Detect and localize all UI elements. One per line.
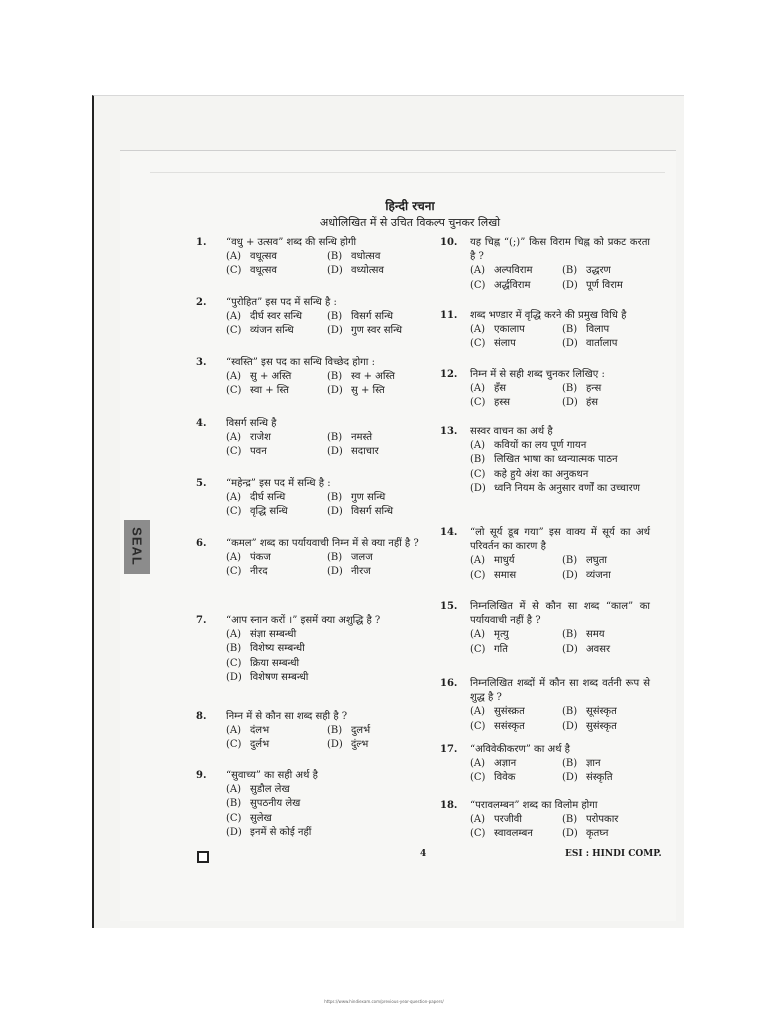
option-text: स्वावलम्बन [494,828,533,840]
question-number: 8. [196,711,207,722]
option-c [470,643,558,657]
question-number: 1. [196,237,207,248]
option-letter: (B) [327,725,343,737]
option-a [226,310,323,324]
instructions: अधोलिखित में से उचित विकल्प चुनकर लिखो [319,216,501,229]
question-number: 9. [196,770,207,781]
page-number: 4 [420,849,427,859]
option-d [562,396,650,410]
options-list [470,554,650,582]
option-c [470,468,650,482]
page-title: हिन्दी रचना [385,199,435,213]
option-c [470,279,558,293]
option-a [226,551,323,565]
option-text: दुर्लभ [250,739,270,751]
option-letter: (A) [470,629,486,641]
option-letter: (C) [470,468,486,480]
option-d [562,279,650,293]
option-text: विशेष्य सम्बन्धी [250,643,305,655]
option-d [562,337,650,351]
question-5 [196,477,424,520]
option-text: विलाप [586,324,610,336]
option-letter: (D) [562,569,578,581]
option-c [226,264,323,278]
options-list [226,491,424,519]
option-letter: (C) [226,446,242,458]
option-text: इनमें से कोई नहीं [250,826,312,838]
option-letter: (C) [470,828,486,840]
option-letter: (B) [327,371,343,383]
option-a [226,250,323,264]
option-text: ससंस्कृत [494,720,525,732]
option-letter: (C) [226,566,242,578]
question-10 [440,236,650,293]
option-text: अल्पविराम [494,265,533,277]
option-text: पवन [250,446,267,458]
option-letter: (D) [562,397,578,409]
option-text: सुसंस्क्रत [494,706,525,718]
options-list [226,250,424,278]
option-letter: (C) [470,397,486,409]
question-number: 10. [440,237,458,248]
options-list [226,370,424,398]
option-letter: (B) [327,311,343,323]
option-b [226,797,424,811]
options-list [470,264,650,292]
option-letter: (D) [562,279,578,291]
option-letter: (B) [562,814,578,826]
option-letter: (C) [470,772,486,784]
option-letter: (B) [327,492,343,504]
option-d [562,643,650,657]
question-9 [196,769,424,840]
option-letter: (C) [470,279,486,291]
option-letter: (A) [226,552,242,564]
option-letter: (A) [226,784,242,796]
option-letter: (B) [226,798,242,810]
option-letter: (B) [327,552,343,564]
option-letter: (A) [226,251,242,263]
option-text: व्यंजन सन्धि [250,325,294,337]
option-letter: (D) [562,338,578,350]
option-letter: (C) [226,325,242,337]
question-number: 12. [440,369,458,380]
option-letter: (A) [226,371,242,383]
question-text: शब्द भण्डार में वृद्धि करने की प्रमुख विधि है [470,310,627,321]
question-text: “पुरोहित” इस पद में सन्धि है : [226,297,337,308]
option-text: परजीवी [494,814,522,826]
option-text: नीरद [250,566,268,578]
option-text: गुण स्वर सन्धि [351,325,403,337]
options-list [470,705,650,733]
option-letter: (B) [562,265,578,277]
question-number: 7. [196,615,207,626]
option-letter: (D) [327,446,343,458]
option-text: समास [494,569,517,581]
options-list [226,724,424,752]
question-1 [196,236,424,279]
option-letter: (B) [562,383,578,395]
option-b [562,323,650,337]
option-letter: (D) [562,828,578,840]
option-text: अज्ञान [494,758,517,770]
question-number: 14. [440,527,458,538]
option-c [226,738,323,752]
option-d [327,384,424,398]
option-text: दीर्घ स्वर सन्धि [250,311,302,323]
option-letter: (D) [327,385,343,397]
option-letter: (B) [470,454,486,466]
option-text: हन्स [586,383,602,395]
option-letter: (B) [562,555,578,567]
option-letter: (D) [562,643,578,655]
option-d [562,569,650,583]
question-text: निम्नलिखित शब्दों में कौन सा शब्द वर्तनी रूप से शुद्ध है ? [470,678,650,704]
option-a [226,783,424,797]
options-list [470,757,650,785]
option-b [327,370,424,384]
question-2 [196,296,424,339]
option-text: सदाचार [351,446,379,458]
option-text: कृतघ्न [586,828,609,840]
option-letter: (D) [226,826,242,838]
option-c [226,565,323,579]
option-letter: (C) [470,720,486,732]
option-c [226,812,424,826]
option-letter: (A) [226,432,242,444]
option-b [327,551,424,565]
option-letter: (D) [327,265,343,277]
option-text: वार्तालाप [586,338,618,350]
question-12 [440,368,650,411]
option-text: ज्ञान [586,758,601,770]
question-number: 13. [440,426,458,437]
option-b [562,554,650,568]
option-letter: (B) [562,629,578,641]
question-number: 2. [196,297,207,308]
option-text: समय [586,629,605,641]
option-text: उद्धरण [586,265,611,277]
question-3 [196,356,424,399]
option-a [470,439,650,453]
question-text: सस्वर वाचन का अर्थ है [470,426,553,437]
option-text: परोपकार [586,814,619,826]
option-text: ध्वनि नियम के अनुसार वर्णों का उच्चारण [494,482,640,494]
option-text: वधूत्सव [250,251,277,263]
options-list [470,628,650,656]
option-letter: (C) [470,338,486,350]
option-text: राजेश [250,432,271,444]
option-text: नीरज [351,566,371,578]
option-text: वधोत्सव [351,251,381,263]
options-list [226,628,424,685]
option-text: व्यंजना [586,569,611,581]
option-c [470,337,558,351]
option-text: अवसर [586,643,611,655]
option-letter: (B) [327,251,343,263]
option-b [327,724,424,738]
option-c [226,445,323,459]
option-b [327,431,424,445]
option-text: स्व + अस्ति [351,371,396,383]
option-a [470,757,558,771]
option-text: विसर्ग सन्धि [351,506,393,518]
option-letter: (D) [327,566,343,578]
option-letter: (D) [327,325,343,337]
option-b [562,705,650,719]
question-text: “परावलम्बन” शब्द का विलोम होगा [470,800,598,811]
option-text: जलज [351,552,373,564]
option-text: विवेक [494,772,516,784]
option-b [327,310,424,324]
question-text: “अविवेकीकरण” का अर्थ है [470,744,570,755]
question-18 [440,799,650,842]
option-text: मृत्यु [494,629,509,641]
option-a [226,431,323,445]
question-text: विसर्ग सन्धि है [226,418,277,429]
option-b [562,382,650,396]
option-letter: (C) [226,506,242,518]
option-text: संलाप [494,338,516,350]
option-d [327,565,424,579]
option-letter: (A) [226,311,242,323]
option-b [562,813,650,827]
options-list [470,323,650,351]
option-letter: (B) [562,706,578,718]
option-d [226,671,424,685]
option-text: विसर्ग सन्धि [351,311,393,323]
option-letter: (C) [226,657,242,669]
question-text: “लो सूर्य डूब गया” इस वाक्य में सूर्य का अर्थ परिवर्तन का कारण है [470,527,650,553]
question-number: 3. [196,357,207,368]
question-14 [440,526,650,583]
option-a [470,382,558,396]
question-number: 17. [440,744,458,755]
option-text: स्वा + स्ति [250,385,289,397]
option-c [226,384,323,398]
option-letter: (C) [470,569,486,581]
options-list [470,382,650,410]
option-letter: (D) [226,671,242,683]
option-a [470,554,558,568]
option-text: विशेषण सम्बन्धी [250,671,309,683]
option-c [226,324,323,338]
option-d [562,771,650,785]
option-b [562,757,650,771]
option-letter: (D) [327,739,343,751]
option-text: पंकज [250,552,271,564]
option-letter: (D) [562,720,578,732]
option-text: वध्योत्सव [351,265,384,277]
option-letter: (A) [470,555,486,567]
question-17 [440,743,650,786]
option-text: संस्कृति [586,772,613,784]
option-b [226,642,424,656]
option-c [470,396,558,410]
option-text: सुलेख [250,812,272,824]
option-d [327,264,424,278]
question-number: 18. [440,800,458,811]
question-number: 6. [196,538,207,549]
option-a [226,628,424,642]
option-letter: (C) [470,643,486,655]
option-letter: (D) [327,506,343,518]
option-a [470,813,558,827]
option-text: सु + स्ति [351,385,385,397]
option-text: सूसंस्कृत [586,706,617,718]
option-c [470,771,558,785]
option-c [470,720,558,734]
option-letter: (A) [226,629,242,641]
paper-code: ESI : HINDI COMP. [565,849,662,859]
option-d [562,720,650,734]
option-a [226,491,323,505]
option-d [470,482,650,496]
question-text: निम्न में से कौन सा शब्द सही है ? [226,711,348,722]
option-text: दुलर्भ [351,725,371,737]
option-text: सुपठनीय लेख [250,798,301,810]
option-text: कवियों का लय पूर्ण गायन [494,440,587,452]
question-11 [440,309,650,352]
option-text: संज्ञा सम्बन्धी [250,629,297,641]
option-text: लघुता [586,555,607,567]
option-text: गति [494,643,508,655]
seal-text: SEAL [129,527,145,566]
option-letter: (C) [226,265,242,277]
question-16 [440,677,650,734]
question-13 [440,425,650,496]
option-text: लिखित भाषा का ध्वन्यात्मक पाठन [494,454,618,466]
option-text: सुडौल लेख [250,784,290,796]
question-number: 11. [440,310,458,321]
seal-stamp [124,520,150,574]
option-text: पूर्ण विराम [586,279,623,291]
option-letter: (A) [226,725,242,737]
question-6 [196,537,424,580]
option-text: क्रिया सम्बन्धी [250,657,300,669]
option-text: अर्द्धविराम [494,279,531,291]
square-icon [197,851,209,863]
question-text: “आप स्नान करों ।” इसमें क्या अशुद्धि है ? [226,615,381,626]
option-letter: (A) [470,383,486,395]
question-4 [196,417,424,460]
question-text: “सुवाच्य” का सही अर्थ है [226,770,318,781]
question-text: “कमल” शब्द का पर्यायवाची निम्न में से क्या नहीं है ? [226,538,419,549]
options-list [470,813,650,841]
option-a [470,628,558,642]
option-letter: (C) [226,812,242,824]
options-list [226,310,424,338]
question-7 [196,614,424,685]
options-list [470,439,650,496]
question-number: 16. [440,678,458,689]
faint-rule [150,172,665,173]
option-c [226,657,424,671]
option-text: दुंल्भ [351,739,369,751]
question-text: “स्वस्ति” इस पद का सन्धि विच्छेद होगा : [226,357,375,368]
option-letter: (A) [470,440,486,452]
option-text: वधूत्सव [250,265,277,277]
option-letter: (A) [470,706,486,718]
option-c [470,827,558,841]
option-letter: (A) [226,492,242,504]
option-text: नमस्ते [351,432,373,444]
question-text: यह चिह्न “(;)” किस विराम चिह्न को प्रकट करता है ? [470,237,650,263]
option-b [562,628,650,642]
option-letter: (A) [470,324,486,336]
option-a [470,264,558,278]
options-list [226,431,424,459]
option-b [562,264,650,278]
option-text: वृद्धि सन्धि [250,506,288,518]
option-d [327,505,424,519]
option-text: गुण सन्धि [351,492,386,504]
option-letter: (A) [470,814,486,826]
option-text: दंलभ [250,725,270,737]
option-c [470,569,558,583]
option-letter: (A) [470,758,486,770]
question-number: 5. [196,478,207,489]
option-letter: (A) [470,265,486,277]
option-d [562,827,650,841]
option-d [226,826,424,840]
option-text: कहे हुये अंश का अनुकथन [494,468,589,480]
source-url: https://www.hindiexam.com/previous-year-question-papers/ [324,999,444,1004]
option-c [226,505,323,519]
question-text: निम्नलिखित में से कौन सा शब्द “काल” का पर्यायवाची नहीं है ? [470,601,650,627]
option-letter: (C) [226,385,242,397]
option-text: हँस [494,383,507,395]
option-text: दीर्घ सन्धि [250,492,286,504]
option-text: सुसंस्कृत [586,720,617,732]
question-8 [196,710,424,753]
question-text: “महेन्द्र” इस पद में सन्धि है : [226,478,331,489]
option-text: सु + अस्ति [250,371,292,383]
option-a [470,323,558,337]
option-a [470,705,558,719]
question-15 [440,600,650,657]
option-text: हंस [586,397,599,409]
option-text: हस्स [494,397,511,409]
question-number: 15. [440,601,458,612]
option-a [226,724,323,738]
option-letter: (C) [226,739,242,751]
option-letter: (D) [470,482,486,494]
option-letter: (D) [562,772,578,784]
option-b [327,491,424,505]
options-list [226,783,424,840]
option-text: माधुर्य [494,555,515,567]
option-letter: (B) [327,432,343,444]
option-b [470,453,650,467]
question-text: निम्न में से सही शब्द चुनकर लिखिए : [470,369,605,380]
question-text: “वधु + उत्सव” शब्द की सन्धि होगी [226,237,357,248]
option-letter: (B) [562,324,578,336]
option-letter: (B) [562,758,578,770]
question-number: 4. [196,418,207,429]
options-list [226,551,424,579]
option-letter: (B) [226,643,242,655]
option-d [327,738,424,752]
option-d [327,445,424,459]
option-text: एकालाप [494,324,525,336]
option-d [327,324,424,338]
option-a [226,370,323,384]
option-b [327,250,424,264]
